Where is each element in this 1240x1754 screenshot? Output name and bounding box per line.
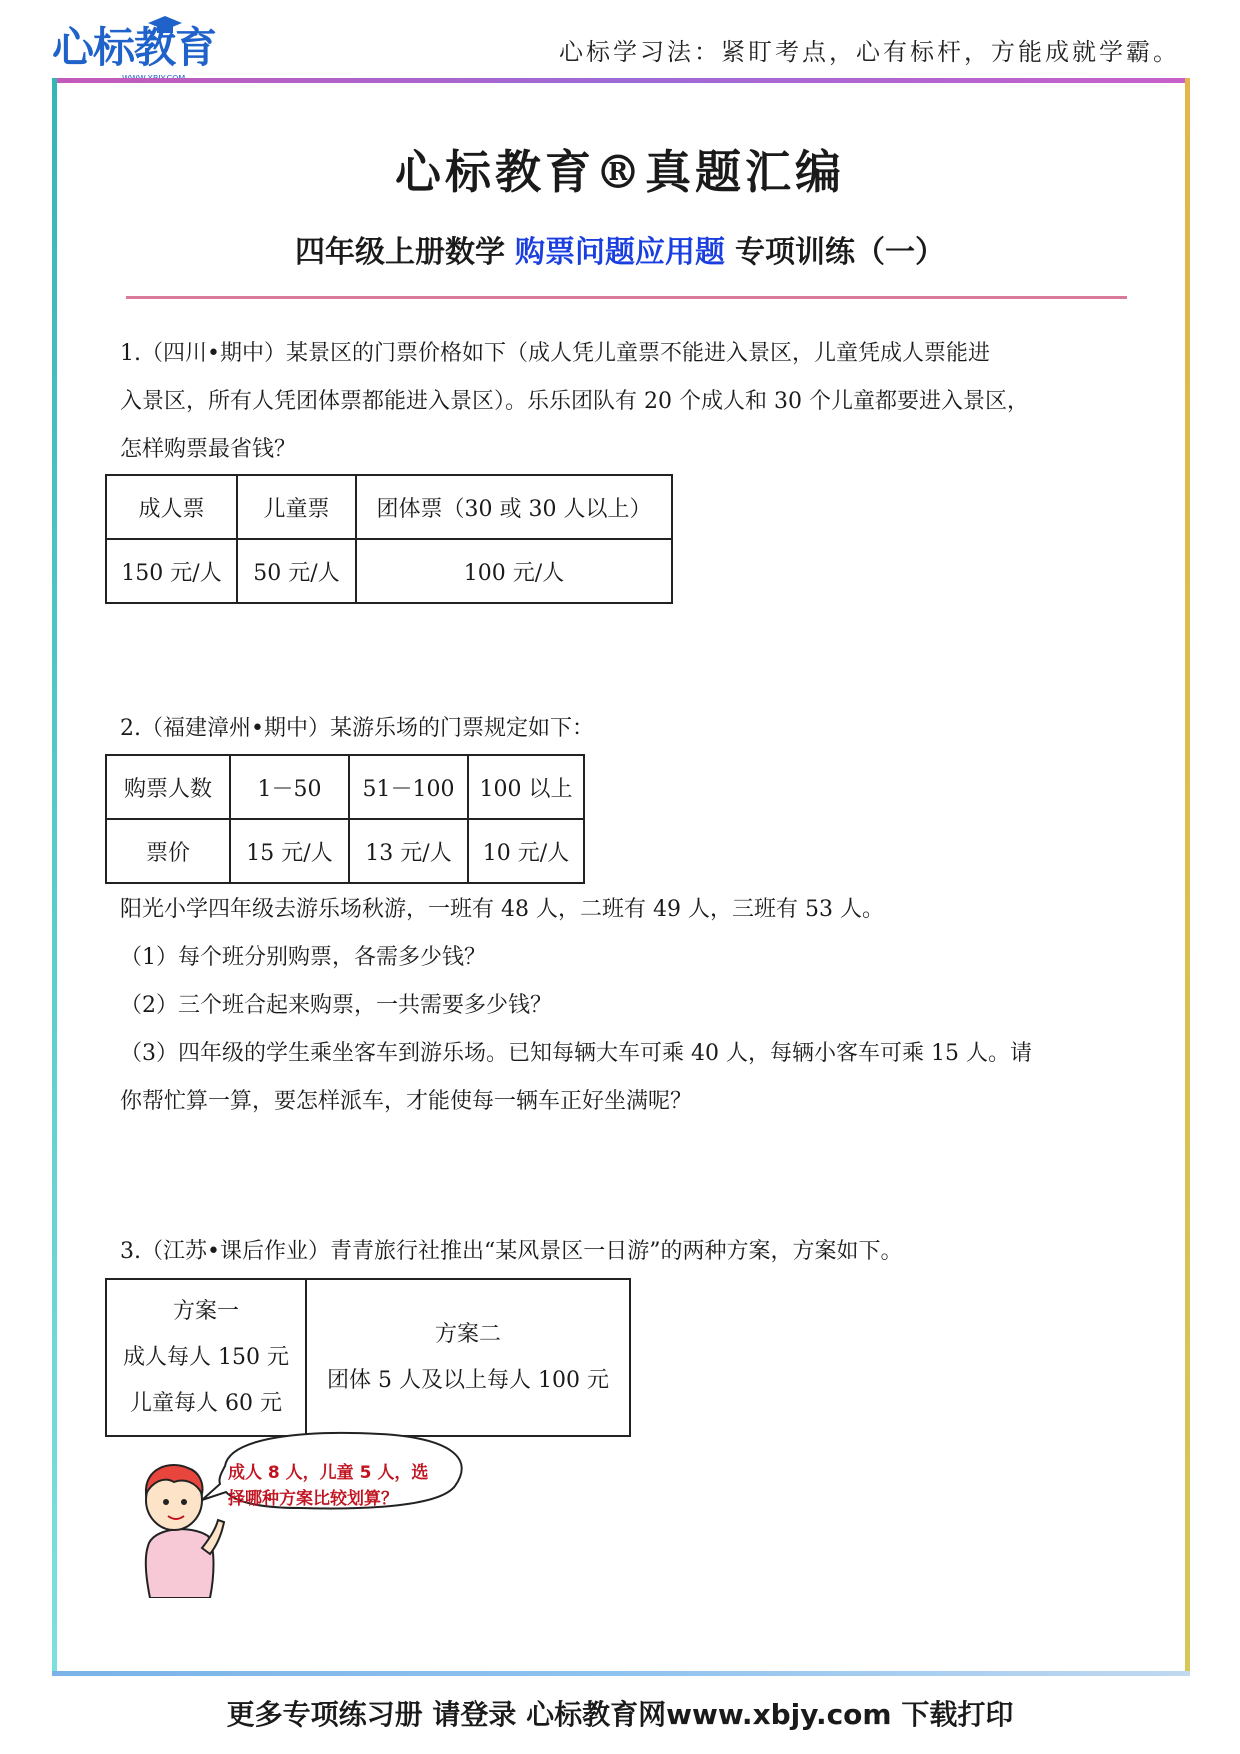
table-cell: 100 元/人 bbox=[356, 539, 672, 603]
table-cell: 13 元/人 bbox=[349, 819, 468, 883]
question-1-text bbox=[120, 330, 1130, 474]
footer-promo: 更多专项练习册 请登录 心标教育网www.xbjy.com 下载打印 bbox=[226, 1698, 1014, 1731]
speech-illustration bbox=[130, 1428, 470, 1598]
question-3-intro-line: 3.（江苏•课后作业）青青旅行社推出“某风景区一日游”的两种方案，方案如下。 bbox=[120, 1239, 903, 1264]
question-3-plan-table bbox=[105, 1278, 631, 1437]
table-header: 成人票 bbox=[106, 475, 237, 539]
table-cell: 票价 bbox=[106, 819, 230, 883]
bubble-line: 成人 8 人，儿童 5 人，选 bbox=[228, 1463, 429, 1483]
header-slogan: 心标学习法：紧盯考点，心有标杆，方能成就学霸。 bbox=[559, 38, 1180, 66]
question-2-price-table bbox=[105, 754, 585, 884]
subtitle-topic: 购票问题应用题 bbox=[515, 235, 725, 270]
question-1-line: 怎样购票最省钱？ bbox=[120, 437, 297, 462]
bubble-line: 择哪种方案比较划算？ bbox=[228, 1489, 398, 1509]
plan-one-cell bbox=[106, 1279, 306, 1436]
bubble-text bbox=[228, 1460, 458, 1512]
frame-bottom-bar bbox=[52, 1671, 1190, 1676]
title-divider bbox=[126, 296, 1127, 299]
question-2-intro bbox=[120, 705, 1130, 753]
table-cell: 50 元/人 bbox=[237, 539, 356, 603]
frame-left-bar bbox=[52, 78, 57, 1676]
logo-text: 心标教育 bbox=[52, 23, 217, 72]
plan-one-child: 儿童每人 60 元 bbox=[130, 1390, 282, 1416]
subtitle-prefix: 四年级上册数学 bbox=[295, 235, 505, 270]
table-header: 团体票（30 或 30 人以上） bbox=[356, 475, 672, 539]
frame-right-bar bbox=[1185, 78, 1190, 1676]
table-cell: 15 元/人 bbox=[230, 819, 349, 883]
table-cell: 51－100 bbox=[349, 755, 468, 819]
question-1-line: 1.（四川•期中）某景区的门票价格如下（成人凭儿童票不能进入景区，儿童凭成人票能进 bbox=[120, 341, 990, 366]
question-2-text bbox=[120, 886, 1130, 1126]
subtitle-suffix: 专项训练（一） bbox=[735, 235, 945, 270]
plan-one-title: 方案一 bbox=[172, 1298, 239, 1324]
table-cell: 1－50 bbox=[230, 755, 349, 819]
plan-two-title: 方案二 bbox=[434, 1321, 501, 1347]
table-cell: 10 元/人 bbox=[468, 819, 584, 883]
question-3-intro bbox=[120, 1228, 1130, 1276]
plan-one-adult: 成人每人 150 元 bbox=[123, 1344, 289, 1370]
question-2-intro-line: 2.（福建漳州•期中）某游乐场的门票规定如下： bbox=[120, 716, 594, 741]
question-2-line: 你帮忙算一算，要怎样派车，才能使每一辆车正好坐满呢？ bbox=[120, 1089, 693, 1114]
question-2-line: （1）每个班分别购票，各需多少钱？ bbox=[120, 945, 486, 970]
question-1-price-table bbox=[105, 474, 673, 604]
brand-logo bbox=[52, 22, 217, 84]
frame-top-bar bbox=[52, 78, 1190, 83]
plan-two-cell bbox=[306, 1279, 630, 1436]
table-cell: 100 以上 bbox=[468, 755, 584, 819]
document-subtitle bbox=[0, 227, 1240, 271]
question-1-line: 入景区，所有人凭团体票都能进入景区）。乐乐团队有 20 个成人和 30 个儿童都要进入景区， bbox=[120, 389, 1029, 414]
table-cell: 150 元/人 bbox=[106, 539, 237, 603]
table-cell: 购票人数 bbox=[106, 755, 230, 819]
question-2-line: （3）四年级的学生乘坐客车到游乐场。已知每辆大车可乘 40 人，每辆小客车可乘 15 人。请 bbox=[120, 1041, 1032, 1066]
plan-two-group: 团体 5 人及以上每人 100 元 bbox=[327, 1367, 609, 1393]
table-header: 儿童票 bbox=[237, 475, 356, 539]
question-2-line: 阳光小学四年级去游乐场秋游，一班有 48 人，二班有 49 人，三班有 53 人。 bbox=[120, 897, 884, 922]
cartoon-boy-icon bbox=[130, 1428, 470, 1598]
document-title: 心标教育®真题汇编 bbox=[395, 145, 845, 199]
question-2-line: （2）三个班合起来购票，一共需要多少钱？ bbox=[120, 993, 552, 1018]
